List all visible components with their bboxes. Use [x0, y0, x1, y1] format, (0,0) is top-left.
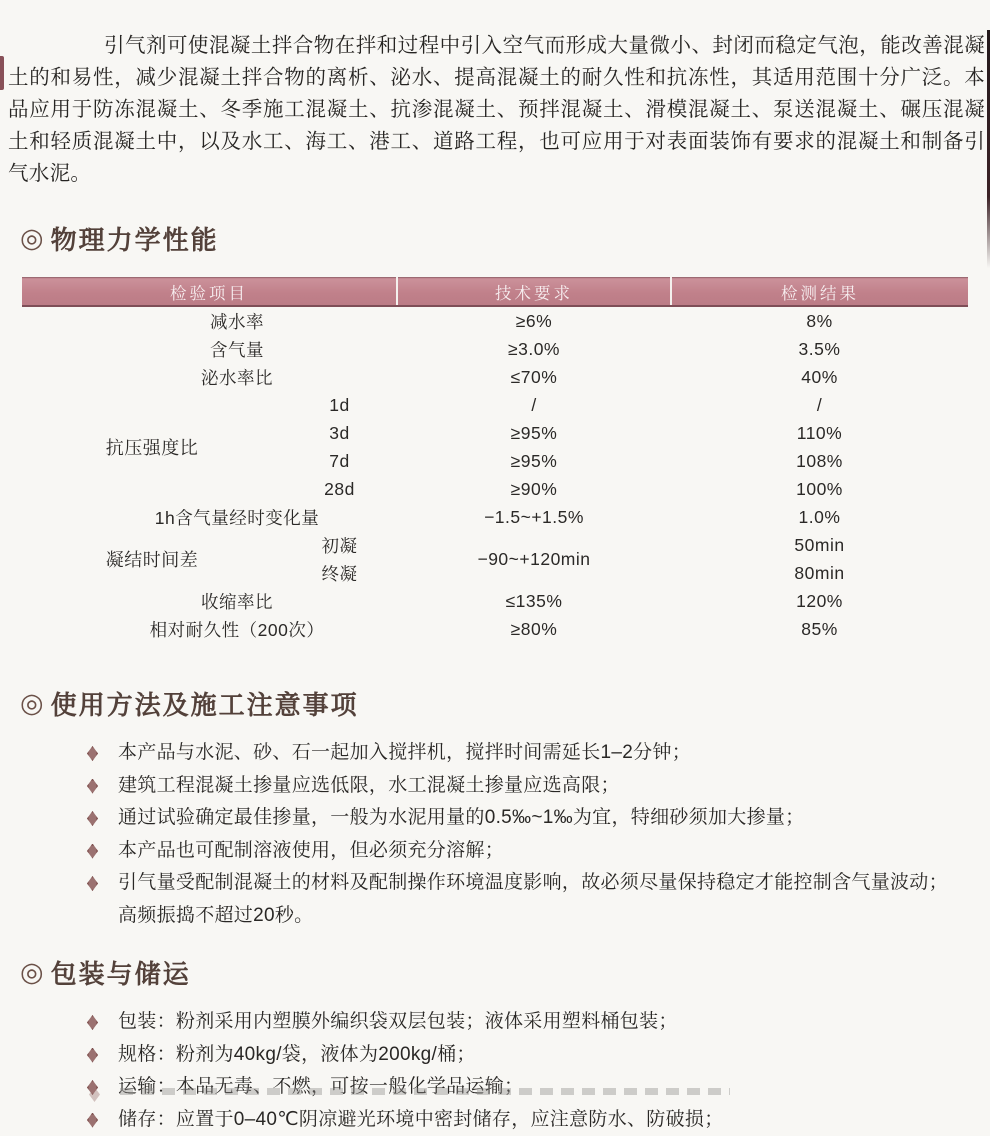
cell-result: 120% [671, 587, 968, 615]
list-item-text: 储存：应置于0–40℃阴凉避光环境中密封储存，应注意防水、防破损； [118, 1109, 724, 1130]
cell-result: 80min [671, 559, 968, 587]
section-title: 使用方法及施工注意事项 [51, 685, 359, 722]
cut-off-text [120, 1088, 730, 1095]
section-mark-icon: ◎ [20, 688, 44, 719]
usage-list [86, 737, 948, 932]
cell-requirement: ≥95% [397, 447, 671, 475]
cell-result: 108% [671, 447, 968, 475]
section-title: 物理力学性能 [51, 220, 219, 257]
list-item [86, 1039, 948, 1072]
cell-item: 泌水率比 [22, 363, 397, 391]
cell-result: / [671, 391, 968, 419]
section-heading-packing [20, 954, 990, 991]
list-item-text: 本产品也可配制溶液使用，但必须充分溶解； [118, 840, 504, 861]
list-item [86, 1104, 948, 1136]
cell-group-label: 凝结时间差 [22, 531, 282, 587]
table-row [22, 615, 968, 643]
table-row [22, 531, 968, 559]
diamond-bullet-icon [87, 779, 98, 794]
cell-result: 3.5% [671, 335, 968, 363]
physical-properties-table [22, 277, 968, 643]
table-row [22, 503, 968, 531]
diamond-bullet-icon [87, 1048, 98, 1063]
cell-result: 8% [671, 306, 968, 335]
cell-item: 1h含气量经时变化量 [22, 503, 397, 531]
header-item: 检验项目 [22, 278, 397, 307]
cell-requirement: ≥3.0% [397, 335, 671, 363]
table-row [22, 335, 968, 363]
section-heading-usage [20, 685, 990, 722]
scan-edge-artifact-left [0, 56, 4, 90]
cell-result: 40% [671, 363, 968, 391]
list-item-text: 规格：粉剂为40kg/袋，液体为200kg/桶； [118, 1044, 476, 1065]
cell-item: 相对耐久性（200次） [22, 615, 397, 643]
cell-setting-stage: 终凝 [282, 559, 397, 587]
section-heading-physical [20, 220, 990, 257]
diamond-bullet-icon [87, 876, 98, 891]
section-mark-icon: ◎ [20, 957, 44, 988]
cell-result: 100% [671, 475, 968, 503]
table-row [22, 363, 968, 391]
diamond-bullet-icon [87, 1015, 98, 1030]
cell-requirement: −1.5~+1.5% [397, 503, 671, 531]
cell-result: 1.0% [671, 503, 968, 531]
table-row [22, 391, 968, 419]
cell-item: 收缩率比 [22, 587, 397, 615]
list-item-text: 包装：粉剂采用内塑膜外编织袋双层包装；液体采用塑料桶包装； [118, 1011, 678, 1032]
cell-requirement: ≤70% [397, 363, 671, 391]
table-header-row [22, 278, 968, 307]
intro-paragraph: 引气剂可使混凝土拌合物在拌和过程中引入空气而形成大量微小、封闭而稳定气泡，能改善混凝土的和易性，减少混凝土拌合物的离析、泌水、提高混凝土的耐久性和抗冻性，其适用范围十分广泛。本品应用于防冻混凝土、冬季施工混凝土、抗渗混凝土、预拌混凝土、滑模混凝土、泵送混凝土、碾压混凝土和轻质混凝土中，以及水工、海工、港工、道路工程，也可应用于对表面装饰有要求的混凝土和制备引气水泥。 [8, 30, 985, 190]
diamond-bullet-icon [87, 746, 98, 761]
cell-age: 3d [282, 419, 397, 447]
list-item [86, 1006, 948, 1039]
section-title: 包装与储运 [51, 954, 191, 991]
cell-age: 28d [282, 475, 397, 503]
cell-result: 50min [671, 531, 968, 559]
list-item [86, 802, 948, 835]
table-row [22, 587, 968, 615]
cell-age: 1d [282, 391, 397, 419]
cell-item: 减水率 [22, 306, 397, 335]
cell-requirement: ≥90% [397, 475, 671, 503]
diamond-bullet-icon [87, 1113, 98, 1128]
table-row [22, 306, 968, 335]
list-item-text: 本产品与水泥、砂、石一起加入搅拌机，搅拌时间需延长1–2分钟； [118, 742, 691, 763]
list-item-text: 通过试验确定最佳掺量，一般为水泥用量的0.5‰~1‰为宜，特细砂须加大掺量； [118, 807, 804, 828]
cell-item: 含气量 [22, 335, 397, 363]
diamond-bullet-icon [87, 844, 98, 859]
header-requirement: 技术要求 [397, 278, 671, 307]
packing-list [86, 1006, 948, 1136]
list-item [86, 770, 948, 803]
cell-setting-stage: 初凝 [282, 531, 397, 559]
header-result: 检测结果 [671, 278, 968, 307]
section-mark-icon: ◎ [20, 223, 44, 254]
cell-result: 110% [671, 419, 968, 447]
list-item-text: 建筑工程混凝土掺量应选低限，水工混凝土掺量应选高限； [118, 775, 620, 796]
cell-age: 7d [282, 447, 397, 475]
cell-requirement: ≥95% [397, 419, 671, 447]
list-item-text: 运输：本品无毒、不燃，可按一般化学品运输； [118, 1076, 523, 1097]
list-item [86, 867, 948, 932]
cell-requirement: / [397, 391, 671, 419]
truncated-text-line [88, 1087, 788, 1095]
cell-group-label: 抗压强度比 [22, 391, 282, 503]
cell-requirement: −90~+120min [397, 531, 671, 587]
list-item [86, 835, 948, 868]
cell-requirement: ≥80% [397, 615, 671, 643]
list-item [86, 737, 948, 770]
cell-requirement: ≤135% [397, 587, 671, 615]
list-item-text: 引气量受配制混凝土的材料及配制操作环境温度影响，故必须尽量保持稳定才能控制含气量波动；高频振捣不超过20秒。 [118, 872, 948, 926]
cell-requirement: ≥6% [397, 306, 671, 335]
cell-result: 85% [671, 615, 968, 643]
diamond-bullet-icon [87, 811, 98, 826]
